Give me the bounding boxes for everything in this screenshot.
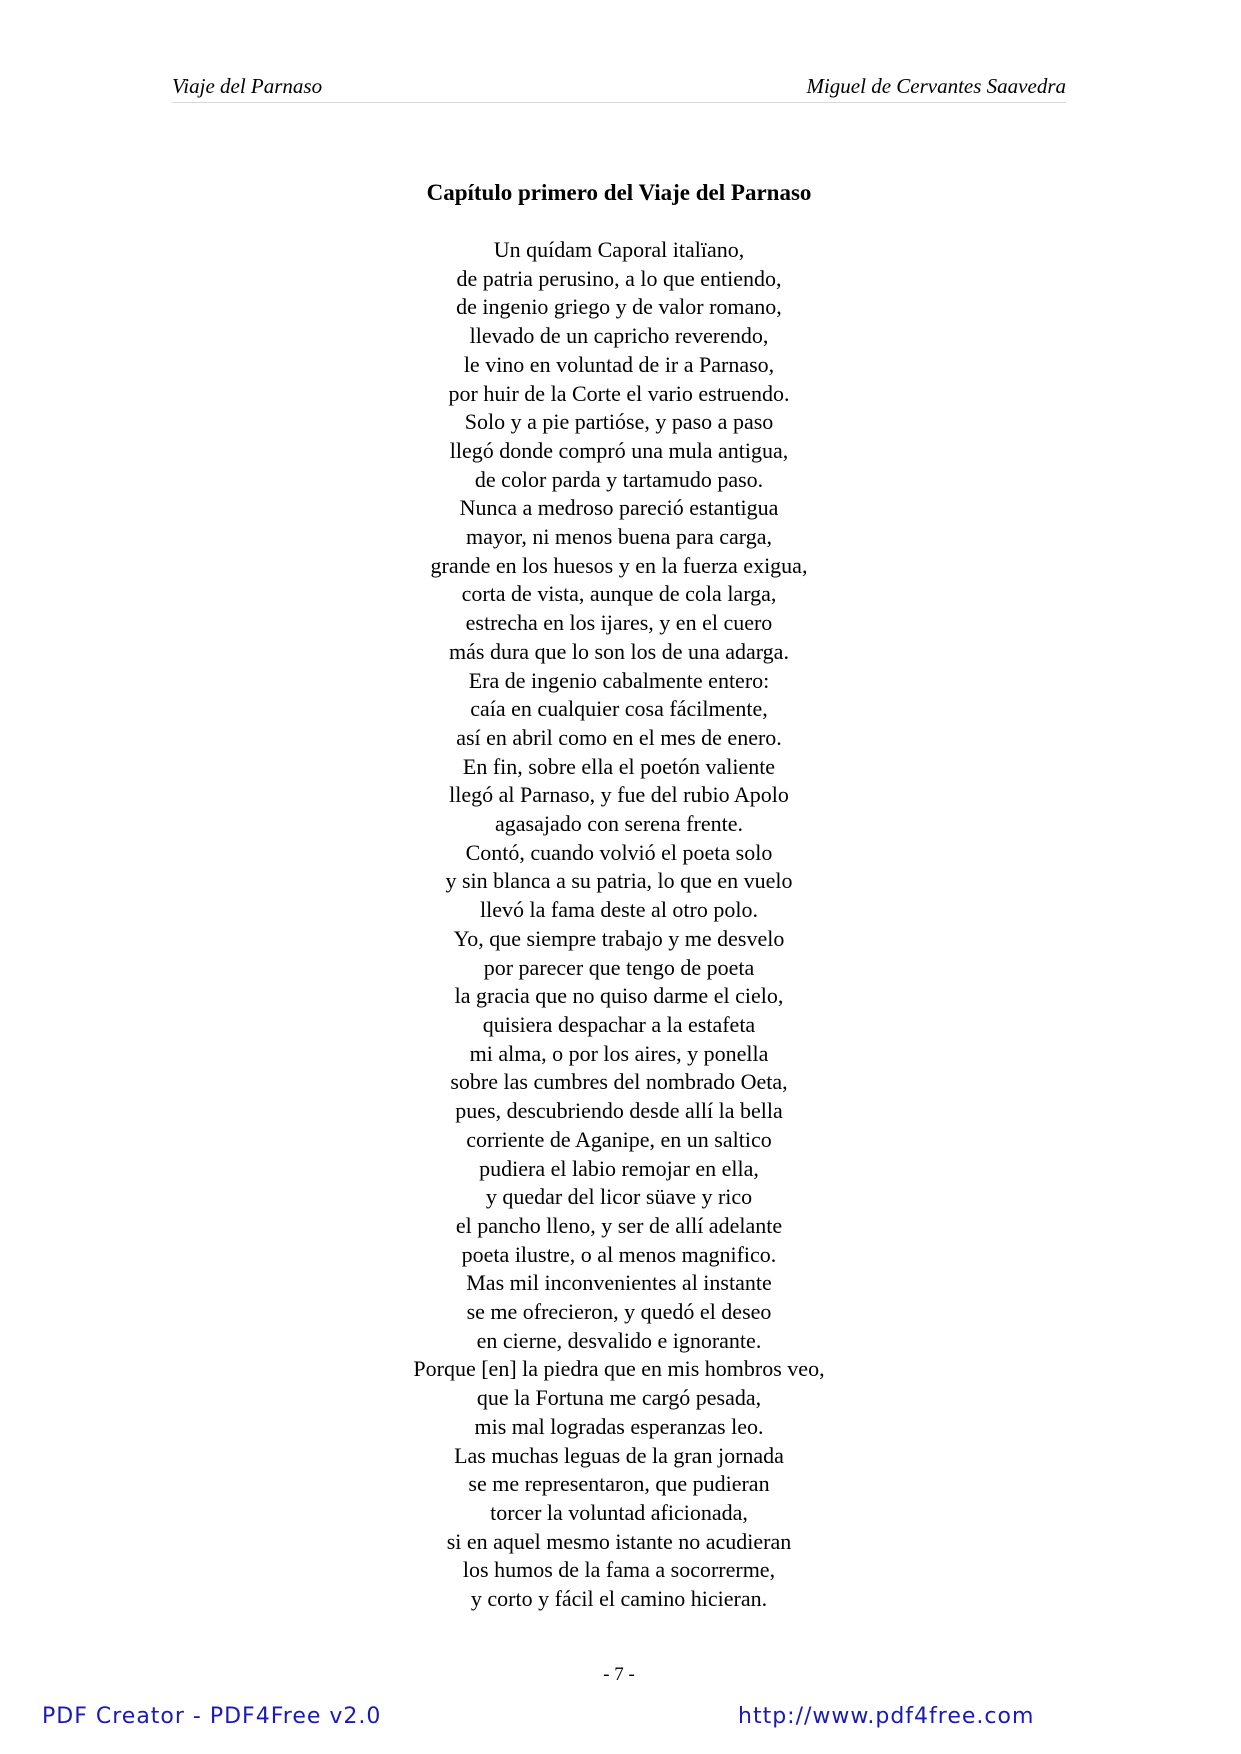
verse-line: Nunca a medroso pareció estantigua	[459, 495, 779, 521]
verse-line: y quedar del licor süave y rico	[485, 1184, 753, 1210]
verse-line: si en aquel mesmo istante no acudieran	[446, 1528, 792, 1554]
verse-line: le vino en voluntad de ir a Parnaso,	[463, 351, 775, 377]
verse-line: y sin blanca a su patria, lo que en vuelo	[445, 868, 793, 894]
verse-line: Contó, cuando volvió el poeta solo	[465, 839, 773, 865]
verse-line: quisiera despachar a la estafeta	[482, 1011, 756, 1037]
verse-line: mis mal logradas esperanzas leo.	[474, 1413, 764, 1439]
verse-line: grande en los huesos y en la fuerza exigua,	[430, 552, 808, 578]
verse-line: agasajado con serena frente.	[495, 811, 743, 837]
verse-line: de color parda y tartamudo paso.	[474, 466, 764, 492]
verse-line: corta de vista, aunque de cola larga,	[461, 581, 777, 607]
verse-line: y corto y fácil el camino hicieran.	[470, 1586, 768, 1612]
verse-line: de ingenio griego y de valor romano,	[456, 294, 782, 320]
verse-line: Yo, que siempre trabajo y me desvelo	[453, 925, 785, 951]
poem-body	[172, 236, 1066, 1614]
verse-line: mi alma, o por los aires, y ponella	[469, 1040, 769, 1066]
verse-line: Mas mil inconvenientes al instante	[466, 1270, 772, 1296]
verse-line: Era de ingenio cabalmente entero:	[468, 667, 770, 693]
verse-line: poeta ilustre, o al menos magnifico.	[461, 1241, 777, 1267]
page-number: - 7 -	[603, 1664, 635, 1685]
verse-line: Un quídam Caporal italïano,	[493, 237, 745, 262]
verse-line: se me representaron, que pudieran	[468, 1471, 770, 1497]
verse-line: se me ofrecieron, y quedó el deseo	[466, 1299, 772, 1325]
pdf-creator-footer: PDF Creator - PDF4Free v2.0	[42, 1704, 382, 1729]
chapter-title: Capítulo primero del Viaje del Parnaso	[426, 180, 812, 205]
pdf4free-url-link[interactable]: http://www.pdf4free.com	[738, 1704, 1035, 1729]
verse-line: Solo y a pie partióse, y paso a paso	[464, 409, 774, 435]
verse-line: de patria perusino, a lo que entiendo,	[456, 265, 782, 291]
verse-line: corriente de Aganipe, en un saltico	[466, 1126, 772, 1152]
verse-line: caía en cualquier cosa fácilmente,	[470, 696, 768, 722]
verse-line: así en abril como en el mes de enero.	[456, 724, 782, 750]
verse-line: el pancho lleno, y ser de allí adelante	[455, 1212, 783, 1238]
verse-line: En fin, sobre ella el poetón valiente	[462, 753, 776, 779]
verse-line: en cierne, desvalido e ignorante.	[476, 1327, 762, 1353]
verse-line: Las muchas leguas de la gran jornada	[454, 1442, 784, 1468]
verse-line: Porque [en] la piedra que en mis hombros veo,	[413, 1356, 825, 1382]
header-book-title: Viaje del Parnaso	[172, 74, 323, 98]
verse-line: llegó donde compró una mula antigua,	[449, 437, 789, 463]
verse-line: estrecha en los ijares, y en el cuero	[465, 610, 773, 636]
verse-line: llegó al Parnaso, y fue del rubio Apolo	[449, 782, 789, 808]
verse-line: torcer la voluntad aficionada,	[490, 1499, 748, 1525]
verse-line: que la Fortuna me cargó pesada,	[476, 1385, 762, 1411]
verse-line: llevado de un capricho reverendo,	[469, 323, 769, 349]
running-header	[172, 72, 1066, 103]
verse-line: la gracia que no quiso darme el cielo,	[454, 983, 784, 1009]
verse-line: llevó la fama deste al otro polo.	[480, 897, 758, 923]
verse-line: más dura que lo son los de una adarga.	[449, 638, 789, 664]
verse-line: los humos de la fama a socorrerme,	[462, 1557, 776, 1583]
verse-line: por parecer que tengo de poeta	[483, 954, 755, 980]
verse-line: sobre las cumbres del nombrado Oeta,	[450, 1069, 788, 1095]
verse-line: pues, descubriendo desde allí la bella	[455, 1098, 783, 1124]
verse-line: pudiera el labio remojar en ella,	[479, 1155, 759, 1181]
header-author: Miguel de Cervantes Saavedra	[806, 74, 1066, 98]
verse-line: mayor, ni menos buena para carga,	[466, 524, 772, 550]
verse-line: por huir de la Corte el vario estruendo.	[448, 380, 790, 406]
